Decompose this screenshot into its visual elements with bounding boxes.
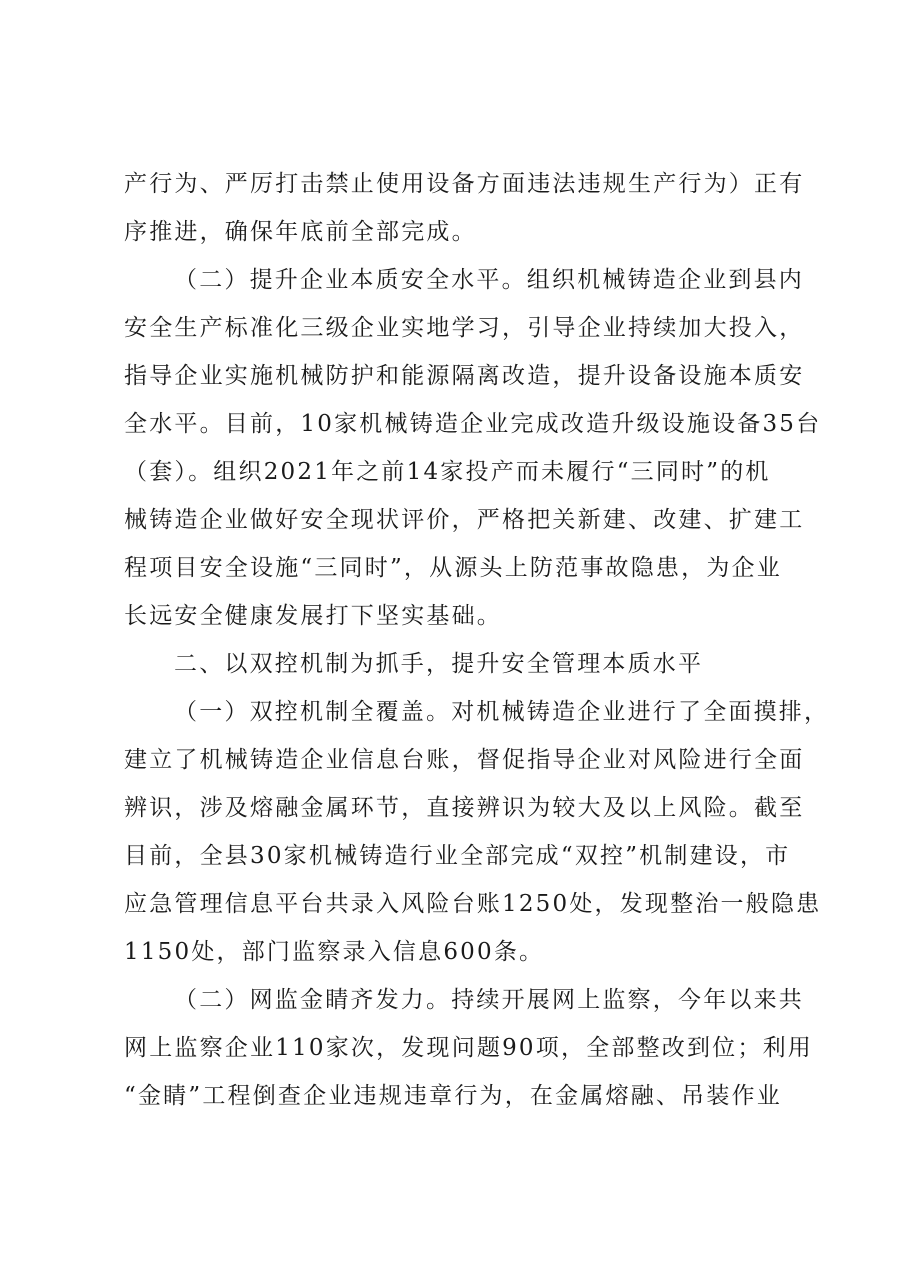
paragraph-1-line-2: 序推进，确保年底前全部完成。 xyxy=(124,219,477,245)
paragraph-3-line-6: 1150处，部门监察录入信息600条。 xyxy=(124,939,545,965)
paragraph-4-line-1: （二）网监金睛齐发力。持续开展网上监察，今年以来共 xyxy=(174,987,804,1013)
paragraph-3-line-1: （一）双控机制全覆盖。对机械铸造企业进行了全面摸排， xyxy=(174,699,830,725)
paragraph-2-line-6: 械铸造企业做好安全现状评价，严格把关新建、改建、扩建工 xyxy=(124,507,805,533)
paragraph-4-line-3: “金睛”工程倒查企业违规违章行为，在金属熔融、吊装作业 xyxy=(124,1083,782,1109)
paragraph-3-line-5: 应急管理信息平台共录入风险台账1250处，发现整治一般隐患 xyxy=(124,891,822,917)
paragraph-4-line-2: 网上监察企业110家次，发现问题90项，全部整改到位；利用 xyxy=(124,1035,813,1061)
paragraph-3-line-2: 建立了机械铸造企业信息台账，督促指导企业对风险进行全面 xyxy=(124,747,805,773)
paragraph-2-line-4: 全水平。目前，10家机械铸造企业完成改造升级设施设备35台 xyxy=(124,411,822,437)
paragraph-2-line-8: 长远安全健康发展打下坚实基础。 xyxy=(124,603,502,629)
section-heading: 二、以双控机制为抓手，提升安全管理本质水平 xyxy=(174,651,704,677)
paragraph-1-line-1: 产行为、严厉打击禁止使用设备方面违法违规生产行为）正有 xyxy=(124,171,805,197)
paragraph-2-line-3: 指导企业实施机械防护和能源隔离改造，提升设备设施本质安 xyxy=(124,363,805,389)
paragraph-2-line-2: 安全生产标准化三级企业实地学习，引导企业持续加大投入， xyxy=(124,315,805,341)
paragraph-3-line-3: 辨识，涉及熔融金属环节，直接辨识为较大及以上风险。截至 xyxy=(124,795,805,821)
paragraph-2-line-1: （二）提升企业本质安全水平。组织机械铸造企业到县内 xyxy=(174,267,804,293)
paragraph-3-line-4: 目前，全县30家机械铸造行业全部完成“双控”机制建设，市 xyxy=(124,843,791,869)
paragraph-2-line-5: （套）。组织2021年之前14家投产而未履行“三同时”的机 xyxy=(124,459,771,485)
paragraph-2-line-7: 程项目安全设施“三同时”，从源头上防范事故隐患，为企业 xyxy=(124,555,782,581)
